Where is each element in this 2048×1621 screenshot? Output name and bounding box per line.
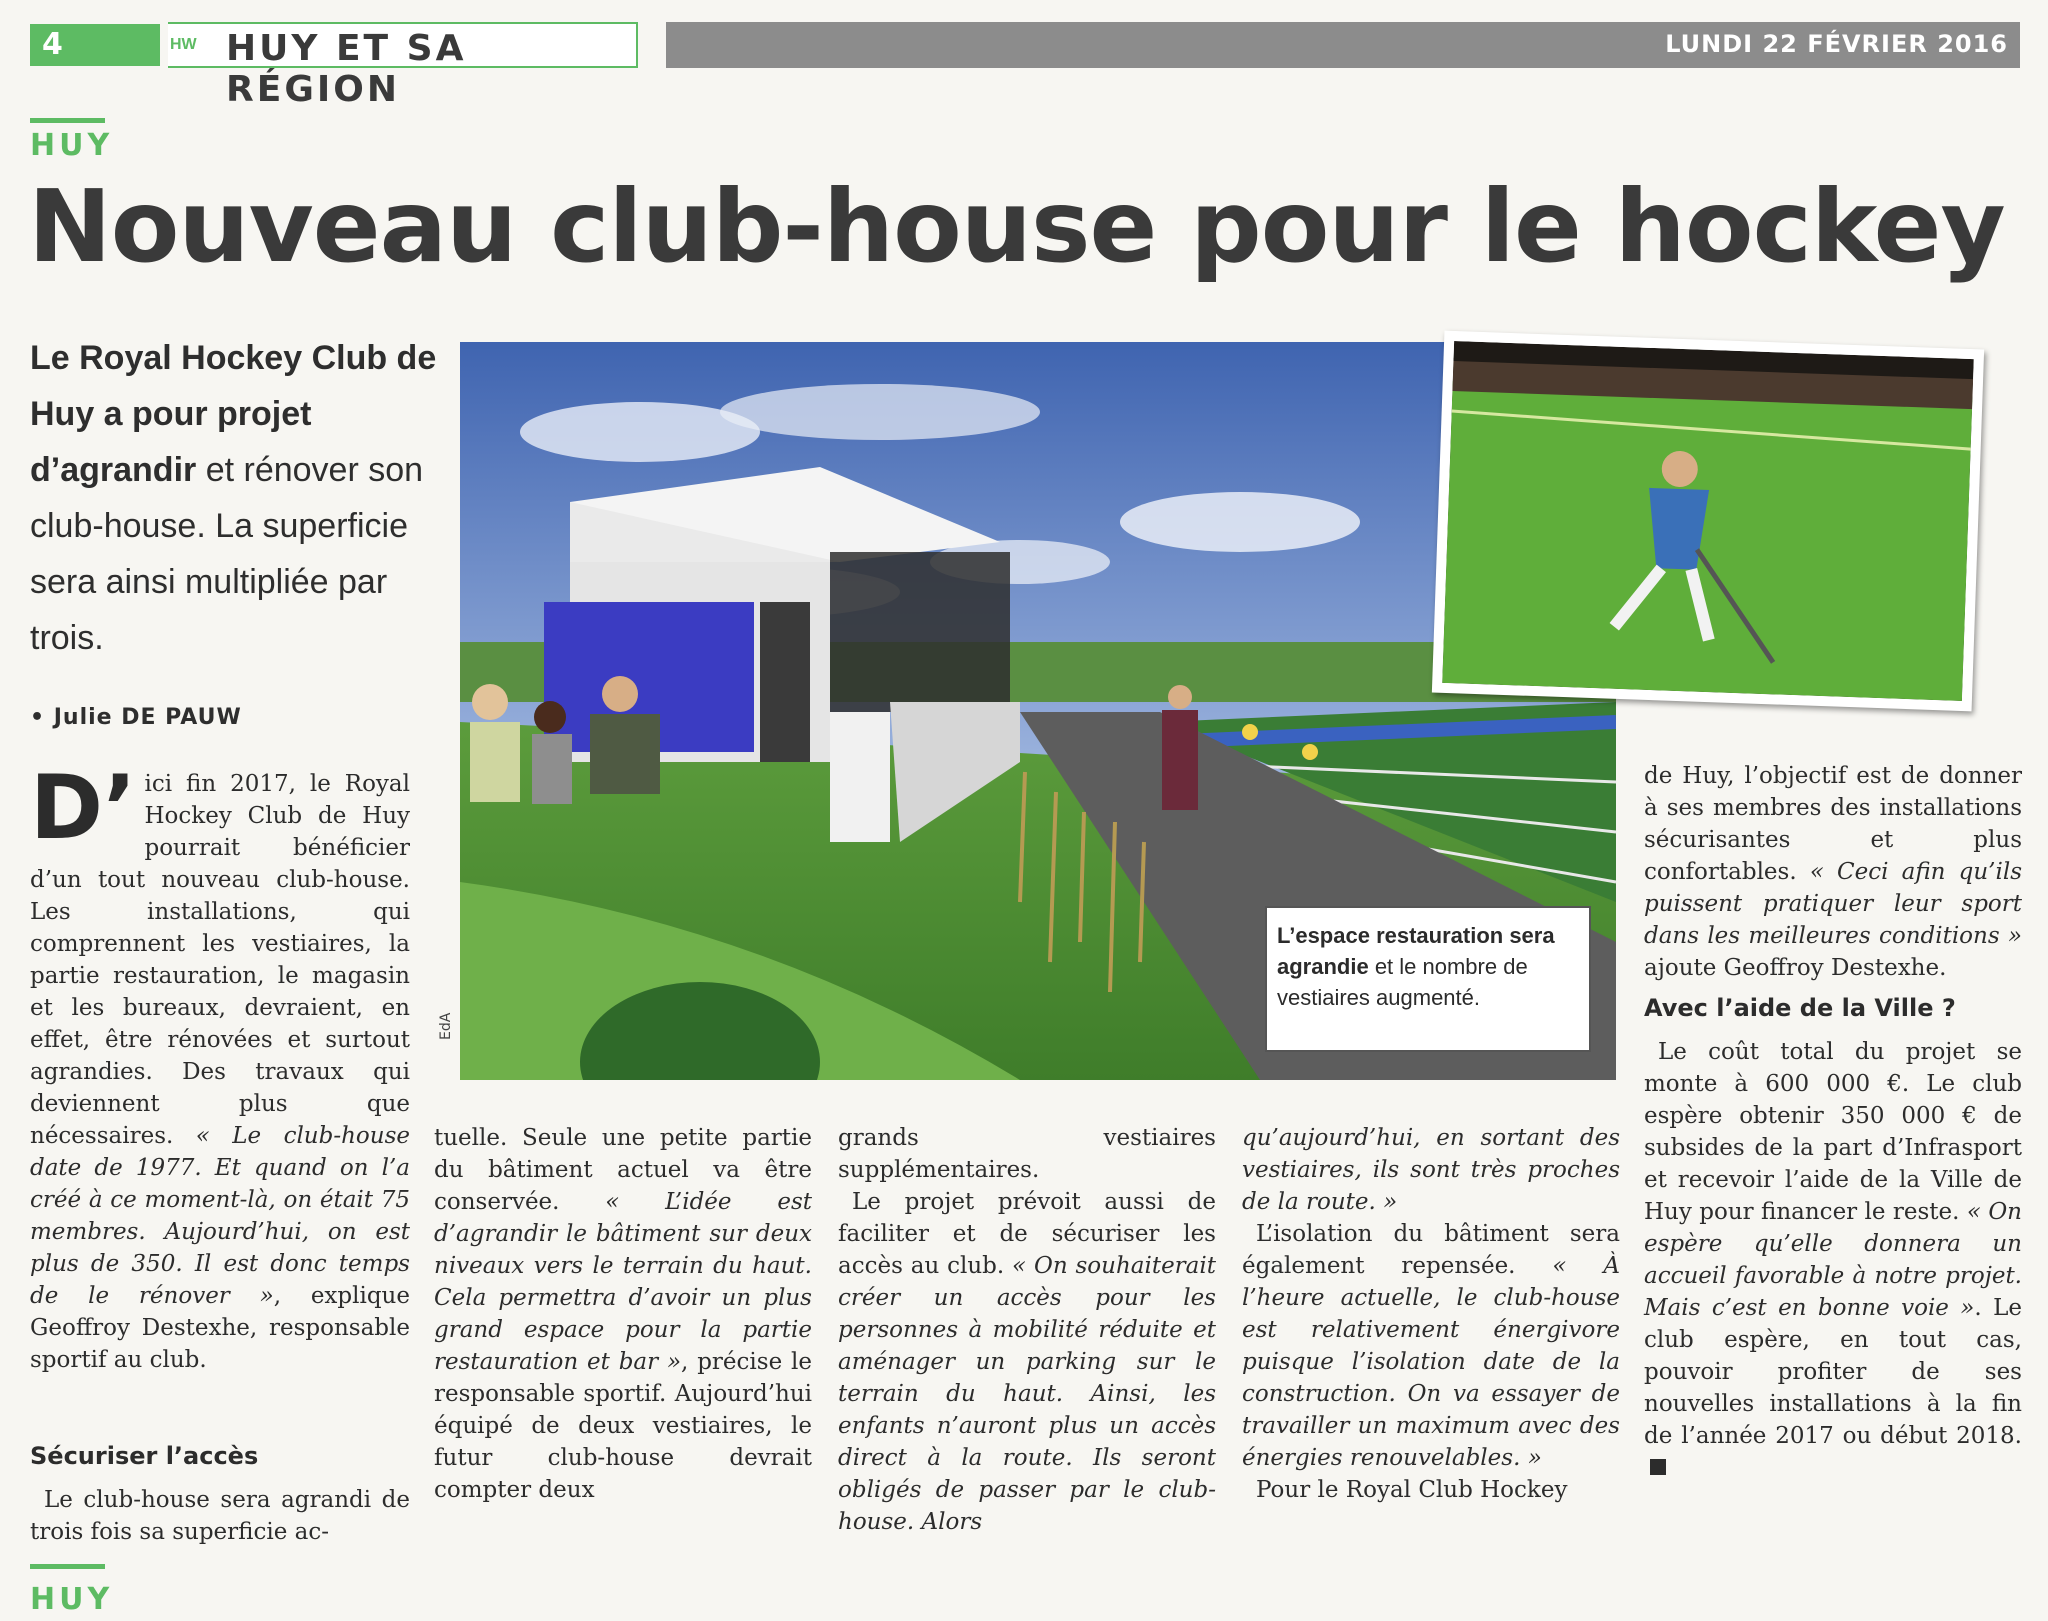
- footer-rule: [30, 1564, 105, 1569]
- subhead-secure-access: Sécuriser l’accès: [30, 1442, 259, 1470]
- end-mark: [1650, 1459, 1666, 1475]
- paragraph-3b: Le projet prévoit aussi de faciliter et de sécuriser les accès au club.: [838, 1189, 1216, 1279]
- paragraph-4b: L’isolation du bâtiment sera également repensée.: [1242, 1221, 1620, 1279]
- article-headline: Nouveau club-house pour le hockey: [28, 168, 2005, 285]
- intro-rest: et rénover son club-house. La superficie sera ainsi multipliée par trois.: [30, 451, 424, 657]
- drop-cap: D’: [30, 756, 137, 859]
- subhead-city-help: Avec l’aide de la Ville ?: [1644, 994, 1956, 1022]
- caption-rest: et le nombre de vestiaires augmenté.: [1277, 954, 1528, 1010]
- photo-credit: EdA: [438, 1012, 454, 1040]
- paragraph-3a: grands vestiaires supplémentaires.: [838, 1125, 1216, 1183]
- article-intro: [30, 330, 450, 666]
- intro-bold: Le Royal Hockey Club de Huy a pour projet d’agrandir: [30, 339, 437, 489]
- article-column-4: [1242, 1122, 1620, 1506]
- footer-kicker: HUY: [30, 1582, 114, 1617]
- quote-3: « On souhaiterait créer un accès pour les personnes à mobilité réduite et aménager un parking sur le terrain du haut. Ainsi, les enfants n’auront plus un accès direct à la route. Ils seront obligés de passer par le club-house. Alors: [838, 1253, 1216, 1535]
- section-banner: [168, 22, 638, 110]
- article-column-3: [838, 1122, 1216, 1538]
- article-column-2: [434, 1122, 812, 1506]
- quote-1: « Le club-house date de 1977. Et quand on l’a créé à ce moment-là, on était 75 membres. Aujourd’hui, on est plus de 350. Il est donc temps de le rénover »: [30, 1123, 411, 1309]
- image-caption: [1265, 906, 1591, 1052]
- issue-date: LUNDI 22 FÉVRIER 2016: [1665, 30, 2008, 58]
- paragraph-4c: Pour le Royal Club Hockey: [1256, 1477, 1568, 1503]
- paragraph-2a: Le club-house sera agrandi de trois fois sa superficie ac-: [30, 1487, 410, 1545]
- hockey-training-photo: [1432, 331, 1984, 712]
- paragraph-1a: ici fin 2017, le Royal Hockey Club de Huy pourrait bénéficier d’un tout nouveau club-house. Les installations, qui comprennent les vestiaires, la partie restauration, le magasin et les bureaux, devraient, en effet, être rénovées et surtout agrandies. Des travaux qui deviennent plus que nécessaires.: [30, 771, 410, 1149]
- byline: • Julie DE PAUW: [30, 705, 242, 730]
- quote-7: « On espère qu’elle donnera un accueil favorable à notre projet. Mais c’est en bonne voie »: [1644, 1199, 2022, 1321]
- section-title: HUY ET SA RÉGION: [226, 28, 467, 110]
- kicker-rule: [30, 118, 105, 123]
- article-column-5: [1644, 760, 2022, 1484]
- page-number: 4: [30, 24, 160, 66]
- quote-4: qu’aujourd’hui, en sortant des vestiaires, ils sont très proches de la route. »: [1242, 1125, 1620, 1215]
- paragraph-5b: ajoute Geoffroy Destexhe.: [1644, 955, 1947, 981]
- quote-2: « L’idée est d’agrandir le bâtiment sur deux niveaux vers le terrain du haut. Cela permettra d’avoir un plus grand espace pour la partie restauration et bar »: [434, 1189, 812, 1375]
- paragraph-2c: , précise le responsable sportif. Aujourd’hui équipé de deux vestiaires, le futur club-house devrait compter deux: [434, 1349, 812, 1503]
- article-kicker: HUY: [30, 128, 114, 163]
- paragraph-6a: Le coût total du projet se monte à 600 000 €. Le club espère obtenir 350 000 € de subsides de la part d’Infrasport et recevoir l’aide de la Ville de Huy pour financer le reste.: [1644, 1039, 2022, 1225]
- paragraph-6b: . Le club espère, en tout cas, pouvoir profiter de ses nouvelles installations à la fin de l’année 2017 ou début 2018.: [1644, 1295, 2022, 1449]
- paragraph-1b: , explique Geoffroy Destexhe, responsable sportif au club.: [30, 1283, 410, 1373]
- quote-6: « Ceci afin qu’ils puissent pratiquer leur sport dans les meilleures conditions »: [1644, 859, 2023, 949]
- quote-5: « À l’heure actuelle, le club-house est relativement énergivore puisque l’isolation date de la construction. On va essayer de travailler un maximum avec des énergies renouvelables. »: [1242, 1253, 1620, 1471]
- article-column-1: [30, 756, 411, 1376]
- paragraph-2b: tuelle. Seule une petite partie du bâtiment actuel va être conservée.: [434, 1125, 812, 1215]
- edition-code: HW: [170, 36, 197, 53]
- article-column-1-bottom: [30, 1432, 410, 1548]
- paragraph-5a: de Huy, l’objectif est de donner à ses membres des installations sécurisantes et plus confortables.: [1644, 763, 2022, 885]
- caption-bold: L’espace restauration sera agrandie: [1277, 923, 1555, 979]
